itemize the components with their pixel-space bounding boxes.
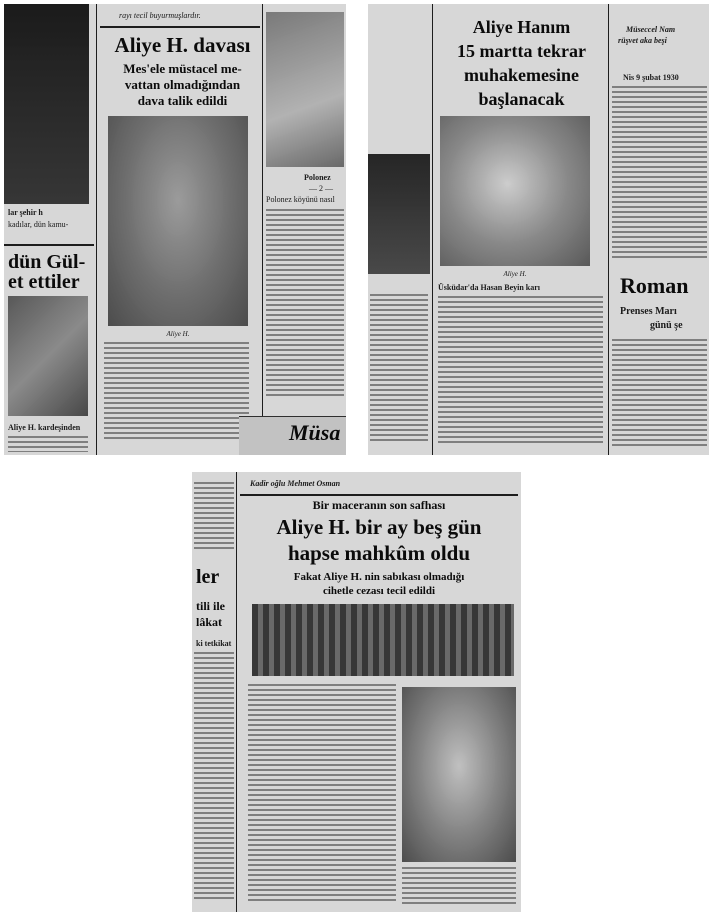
detail-photo: [402, 687, 516, 862]
headline-4: başlanacak: [478, 89, 565, 109]
left-big-1: ler: [196, 566, 220, 588]
left-label-2: kadılar, dün kamu-: [8, 220, 69, 229]
left-headline-2: et ettiler: [8, 271, 80, 293]
left-label-1: lar şehir h: [8, 208, 43, 217]
right-sub-1: Prenses Marı: [620, 306, 677, 317]
right-label: Polonez: [304, 173, 331, 182]
left-caption: Aliye H. kardeşinden: [8, 423, 81, 432]
top-strip: Kadir oğlu Mehmet Osman: [250, 479, 341, 488]
body-intro: Üsküdar'da Hasan Beyin karı: [438, 283, 541, 292]
headline-2: hapse mahkûm oldu: [287, 541, 471, 565]
subhead-1: Fakat Aliye H. nin sabıkası olmadığı: [293, 571, 465, 583]
right-sub-2: günü şe: [650, 320, 683, 331]
left-small: ki tetkikat: [196, 639, 232, 648]
right-head-1: Müseccel Nam: [626, 25, 676, 34]
left-photo-dark: [4, 4, 89, 204]
right-sub: — 2 —: [309, 184, 333, 193]
headline-1: Aliye H. bir ay beş gün: [276, 515, 482, 539]
photo-caption: Aliye H.: [503, 270, 527, 278]
headline: Aliye H. davası: [114, 33, 251, 57]
left-strip-photo: [368, 154, 430, 274]
headline-3: muhakemesine: [463, 65, 579, 85]
newspaper-clipping-3: [192, 472, 521, 912]
top-strip: rayı tecil buyurmuşlardır.: [119, 11, 201, 20]
kicker: Bir maceranın son safhası: [312, 498, 446, 512]
headline-1: Aliye Hanım: [472, 17, 571, 37]
right-body-1: Polonez köyünü nasıl: [266, 195, 335, 204]
subhead-2: cihetle cezası tecil edildi: [322, 585, 436, 597]
left-headline-1: dün Gül-: [8, 251, 86, 273]
right-body-1: Nis 9 şubat 1930: [623, 73, 679, 82]
bottom-logo: Müsa: [289, 420, 341, 445]
right-photo: [266, 12, 344, 167]
crowd-photo: [252, 604, 514, 676]
left-big-2: tili ile: [196, 599, 225, 613]
left-big-3: lâkat: [196, 615, 223, 629]
subhead-2: vattan olmadığından: [124, 77, 241, 92]
right-big: Roman: [620, 273, 689, 298]
photo-caption: Aliye H.: [166, 330, 190, 338]
portrait-photo: [108, 116, 248, 326]
subhead-1: Mes'ele müstacel me-: [123, 61, 242, 76]
left-photo-people: [8, 296, 88, 416]
headline-2: 15 martta tekrar: [457, 41, 586, 61]
portrait-photo: [440, 116, 590, 266]
newspaper-clipping-1: [4, 4, 346, 455]
subhead-3: dava talik edildi: [137, 93, 228, 108]
newspaper-clipping-2: [368, 4, 709, 455]
right-head-2: rüşvet aka beşi: [618, 36, 667, 45]
